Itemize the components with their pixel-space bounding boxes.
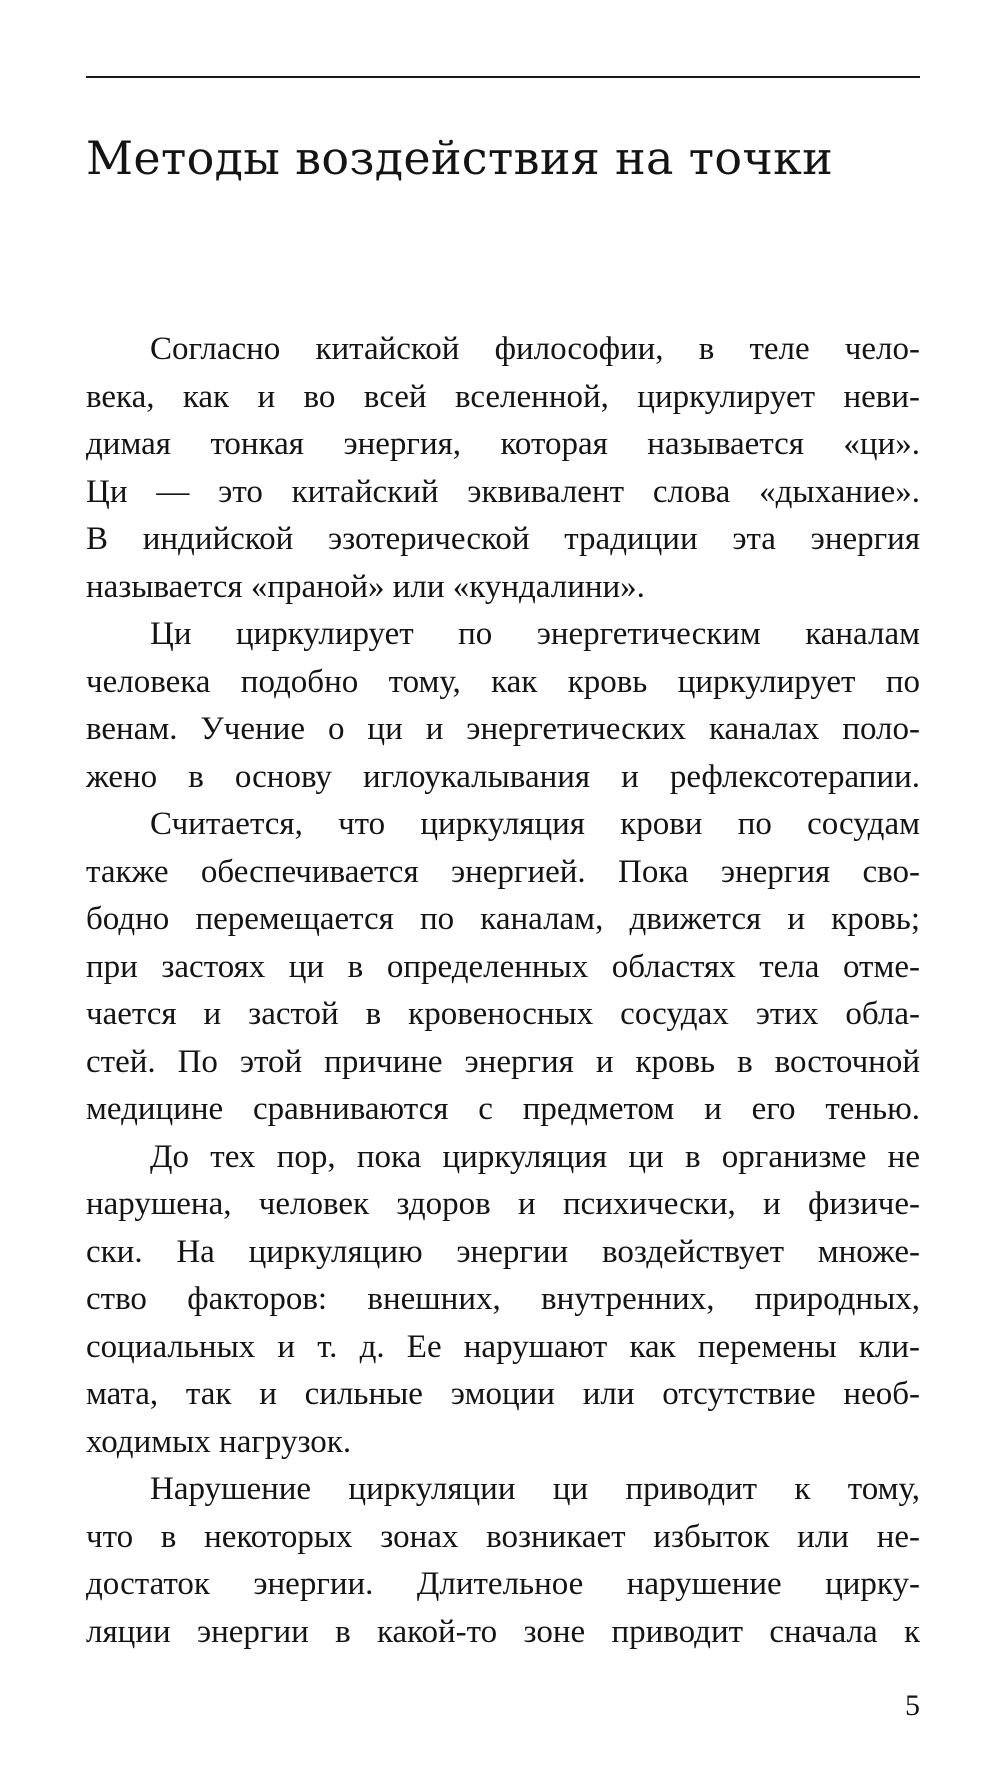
chapter-title: Методы воздействия на точки	[86, 131, 834, 185]
header-rule	[86, 76, 920, 78]
text-line: Ци циркулирует по энергетическим каналам	[150, 616, 920, 652]
paragraph-3	[86, 801, 920, 1134]
text-line: что в некоторых зонах возникает избыток или не-	[86, 1518, 920, 1555]
text-line: До тех пор, пока циркуляция ци в организме не	[150, 1138, 920, 1175]
text-line: Считается, что циркуляция крови по сосудам	[150, 806, 920, 842]
text-line: называется «праной» или «кундалини».	[86, 568, 645, 605]
text-line: мата, так и сильные эмоции или отсутствие необ-	[86, 1376, 920, 1412]
paragraph-2	[86, 611, 920, 801]
text-line: Согласно китайской философии, в теле чело-	[150, 331, 920, 367]
text-line: человека подобно тому, как кровь циркулирует по	[86, 663, 920, 700]
text-line: ляции энергии в какой-то зоне приводит сначала к	[86, 1613, 920, 1650]
text-line: димая тонкая энергия, которая называется «ци».	[86, 426, 920, 462]
text-line: жено в основу иглоукалывания и рефлексотерапии.	[86, 758, 920, 795]
text-line: нарушена, человек здоров и психически, и физиче-	[86, 1186, 920, 1222]
text-line: также обеспечивается энергией. Пока энергия сво-	[86, 853, 920, 890]
text-line: социальных и т. д. Ее нарушают как перемены кли-	[86, 1328, 920, 1365]
body-text	[86, 326, 920, 1656]
text-line: чается и застой в кровеносных сосудах этих обла-	[86, 996, 920, 1032]
text-line: Нарушение циркуляции ци приводит к тому,	[150, 1471, 920, 1507]
text-line: века, как и во всей вселенной, циркулирует неви-	[86, 378, 920, 415]
text-line: ходимых нагрузок.	[86, 1423, 352, 1460]
page-number: 5	[905, 1689, 920, 1722]
text-line: достаток энергии. Длительное нарушение цирку-	[86, 1566, 920, 1602]
paragraph-4	[86, 1134, 920, 1467]
text-line: ство факторов: внешних, внутренних, природных,	[86, 1281, 920, 1317]
text-line: венам. Учение о ци и энергетических каналах поло-	[86, 711, 920, 747]
paragraph-5	[86, 1466, 920, 1656]
text-line: ски. На циркуляцию энергии воздействует множе-	[86, 1233, 920, 1270]
text-line: В индийской эзотерической традиции эта энергия	[86, 521, 920, 557]
text-line: бодно перемещается по каналам, движется и кровь;	[86, 901, 920, 937]
text-line: при застоях ци в определенных областях тела отме-	[86, 948, 920, 985]
text-line: стей. По этой причине энергия и кровь в восточной	[86, 1043, 920, 1080]
text-line: Ци — это китайский эквивалент слова «дыхание».	[86, 473, 920, 510]
paragraph-1	[86, 326, 920, 611]
text-line: медицине сравниваются с предметом и его тенью.	[86, 1091, 920, 1127]
